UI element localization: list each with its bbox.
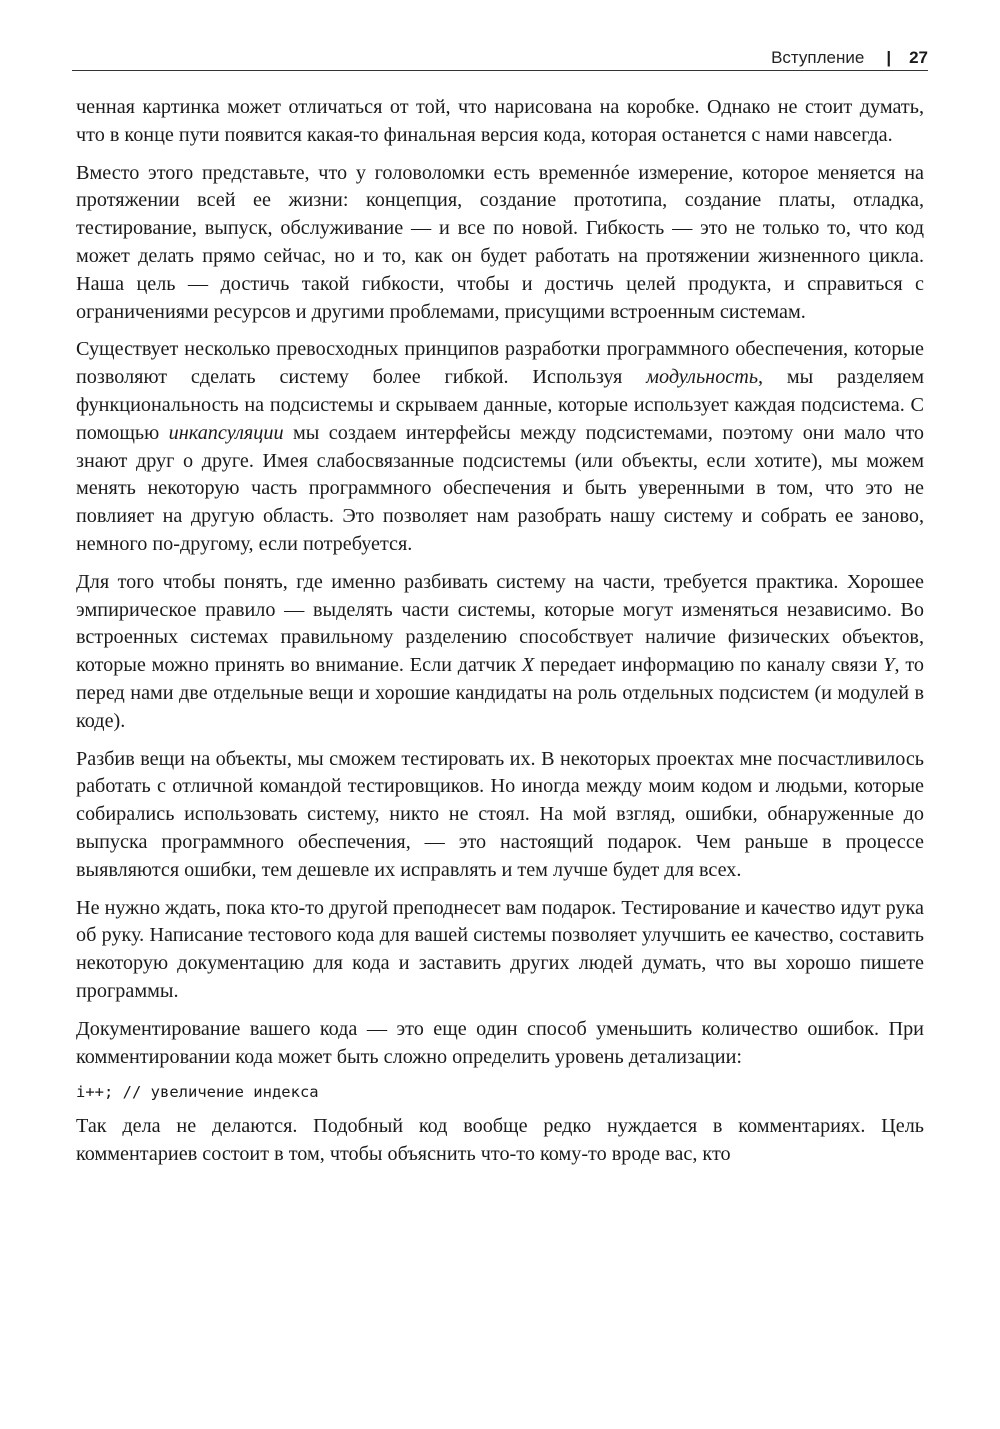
term-modularity: модульность (646, 366, 759, 389)
paragraph-4-text-b: передает информацию по каналу связи (534, 654, 884, 677)
paragraph-7: Документирование вашего кода — это еще один способ уменьшить количество ошибок. При комментировании кода может быть сложно определить уровень детализации: (76, 1017, 924, 1068)
header-separator: | (886, 48, 892, 67)
body-text (76, 94, 924, 1179)
chapter-title: Вступление (771, 48, 865, 67)
paragraph-8: Так дела не делаются. Подобный код вообще редко нуждается в комментариях. Цель комментариев состоит в том, чтобы объяснить что-то кому-то вроде вас, кто (76, 1115, 924, 1166)
paragraph-3 (76, 336, 924, 558)
paragraph-2: Вместо этого представьте, что у головоломки есть временнóе измерение, которое меняется на протяжении всей ее жизни: концепция, создание прототипа, создание платы, отладка, тестирование, выпуск, обслуживание — и все по новой. Гибкость — это не только то, что код может делать прямо сейчас, но и то, как он будет работать на протяжении жизненного цикла. Наша цель — достичь такой гибкости, чтобы и достичь целей продукта, и справиться с ограничениями ресурсов и другими проблемами, присущими встроенным системам. (76, 161, 924, 323)
paragraph-1: ченная картинка может отличаться от той, что нарисована на коробке. Однако не стоит думать, что в конце пути появится какая-то финальная версия кода, которая останется с нами навсегда. (76, 96, 924, 146)
paragraph-3-text-b: , мы разделяем функциональность на подсистемы и скрываем данные, которые использует каждая подсистема. С помощью (76, 366, 925, 444)
term-encapsulation: инкапсуляции (168, 421, 284, 444)
code-snippet: i++; // увеличение индекса (76, 1083, 319, 1102)
page-number: 27 (909, 48, 928, 67)
paragraph-5: Разбив вещи на объекты, мы сможем тестировать их. В некоторых проектах мне посчастливилось работать с отличной командой тестировщиков. Но иногда между моим кодом и людьми, которые собирались использовать систему, никто не стоял. На мой взгляд, ошибки, обнаруженные до выпуска программного обеспечения, — это настоящий подарок. Чем раньше в процессе выявляются ошибки, тем дешевле их исправлять и тем лучше будет для всех. (76, 747, 924, 881)
paragraph-3-text-c: мы создаем интерфейсы между подсистемами, поэтому они мало что знают друг о друге. Имея слабосвязанные подсистемы (или объекты, если хотите), мы можем менять некоторую часть программного обеспечения и быть уверенными в том, что это не повлияет на другую область. Это позволяет нам разобрать нашу систему и собрать ее заново, немного по-другому, если потребуется. (76, 421, 924, 555)
paragraph-4-text-a: Для того чтобы понять, где именно разбивать систему на части, требуется практика. Хорошее эмпирическое правило — выделять части системы, которые могут изменяться независимо. Во встроенных системах правильному разделению способствует наличие физических объектов, которые можно принять во внимание. Если датчик (76, 570, 924, 677)
var-y: Y (883, 654, 895, 677)
paragraph-4-text-c: , то перед нами две отдельные вещи и хорошие кандидаты на роль отдельных подсистем (и модулей в коде). (76, 654, 924, 732)
running-header (771, 46, 928, 70)
paragraph-6: Не нужно ждать, пока кто-то другой преподнесет вам подарок. Тестирование и качество идут рука об руку. Написание тестового кода для вашей системы позволяет улучшить ее качество, составить некоторую документацию для кода и заставить других людей думать, что вы хорошо пишете программы. (76, 896, 924, 1002)
paragraph-3-text-a: Существует несколько превосходных принципов разработки программного обеспечения, которые позволяют сделать систему более гибкой. Используя (76, 338, 924, 389)
paragraph-4 (76, 569, 924, 736)
header-rule (72, 70, 928, 71)
var-x: X (521, 654, 535, 677)
